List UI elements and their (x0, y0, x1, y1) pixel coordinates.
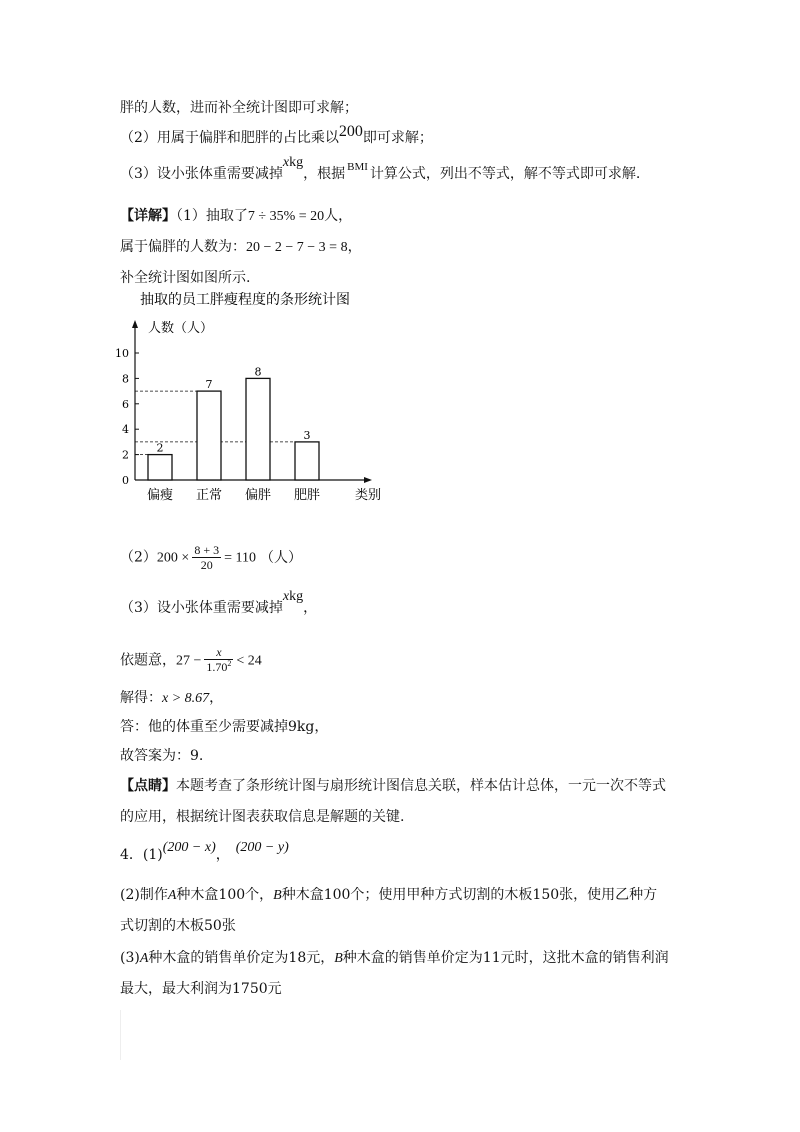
fraction-numerator: 8 + 3 (194, 543, 220, 557)
text-fragment: 种木盒的销售单价定为11元时，这批木盒的销售利润 (342, 950, 669, 966)
text-fragment: 本题考查了条形统计图与扇形统计图信息关联，样本估计总体，一元一次不等式 (176, 778, 666, 794)
math-variable: x (282, 589, 290, 604)
text-fragment: ， (347, 239, 362, 255)
text-line: 答：他的体重至少需要减掉9kg， (120, 719, 329, 735)
text-fragment: 即可求解； (362, 130, 433, 146)
text-line (120, 776, 666, 796)
text-line (120, 123, 433, 148)
text-fragment: （2） (120, 549, 157, 566)
bar-data-label: 3 (303, 428, 311, 442)
bar (246, 378, 270, 480)
text-fragment: 属于偏胖的人数为： (120, 239, 246, 255)
math-expression: (200 − x) (162, 840, 216, 855)
fraction-denominator: 20 (200, 558, 213, 572)
math-expression: x > 8.67 (162, 691, 210, 706)
math-variable: A (139, 951, 149, 966)
text-fragment: 计算公式，列出不等式，解不等式即可求解. (369, 166, 641, 182)
text-fragment: （3）设小张体重需要减掉 (120, 600, 283, 616)
text-line: 胖的人数，进而补全统计图即可求解； (120, 100, 358, 116)
text-fragment: (3) (120, 950, 140, 966)
bar-data-label: 8 (254, 365, 262, 379)
text-fragment: （1）抽取了 (176, 208, 248, 224)
text-line: 最大，最大利润为1750元 (120, 981, 282, 997)
math-fraction (192, 543, 221, 572)
bar (197, 391, 221, 480)
text-line (120, 206, 352, 227)
text-line (120, 840, 289, 866)
y-axis-label: 人数（人） (148, 321, 214, 336)
math-unit: kg (289, 155, 304, 170)
x-tick-label: 偏瘦 (146, 488, 174, 503)
text-line: 式切割的木板50张 (120, 918, 236, 934)
math-variable: x (282, 155, 290, 170)
text-fragment: 种木盒100个；使用甲种方式切割的木板150张，使用乙种方 (281, 887, 658, 903)
bar-data-label: 2 (156, 441, 164, 455)
math-expression: 27 − (176, 653, 202, 669)
math-fraction (204, 645, 233, 676)
text-line (120, 589, 318, 619)
math-expression: = 110 (224, 550, 256, 566)
chart-title: 抽取的员工胖瘦程度的条形统计图 (140, 292, 350, 308)
text-line: 故答案为：9. (120, 748, 204, 764)
text-line (120, 237, 362, 258)
text-line (120, 948, 669, 969)
y-tick-label: 0 (122, 474, 129, 487)
text-fragment: 人， (324, 208, 353, 224)
x-tick-label: 正常 (195, 488, 223, 503)
denominator-exponent: 2 (227, 659, 232, 668)
math-expression: 200 × (156, 550, 190, 566)
text-line (120, 543, 302, 572)
text-fragment: ， (209, 690, 224, 706)
y-tick-label: 8 (122, 372, 129, 386)
math-expression: (200 − y) (235, 840, 289, 855)
bar (148, 455, 172, 480)
y-tick-label: 4 (122, 423, 129, 437)
math-expression: < 24 (236, 653, 262, 669)
bar-chart (110, 290, 400, 505)
x-tick-label: 肥胖 (293, 488, 321, 503)
math-variable: B (273, 888, 282, 903)
math-abbr: BMI (347, 161, 368, 173)
text-line (120, 645, 262, 676)
math-expression: 7 ÷ 35% = 20 (247, 209, 325, 224)
text-line (120, 688, 223, 709)
bar-data-label: 7 (205, 378, 213, 392)
text-line (120, 155, 641, 185)
text-line (120, 885, 657, 906)
text-fragment: （2）用属于偏胖和肥胖的占比乘以 (120, 130, 339, 146)
text-fragment: 依题意， (120, 652, 176, 669)
section-heading: 【点睛】 (120, 778, 176, 794)
text-fragment: 解得： (120, 690, 162, 706)
text-fragment: （3）设小张体重需要减掉 (120, 166, 283, 182)
text-fragment: （人） (260, 549, 302, 566)
text-fragment: (2)制作 (120, 887, 168, 903)
page-margin-line (120, 1010, 121, 1060)
text-fragment: 种木盒的销售单价定为18元， (148, 950, 335, 966)
section-heading: 【详解】 (120, 208, 176, 224)
x-axis-label: 类别 (355, 488, 382, 503)
text-fragment: ，根据 (303, 166, 346, 182)
math-variable: A (167, 888, 177, 903)
y-tick-label: 2 (122, 448, 129, 462)
text-fragment: ， (303, 600, 318, 616)
y-tick-label: 10 (115, 347, 129, 360)
math-variable: B (334, 951, 343, 966)
math-unit: kg (289, 589, 304, 604)
fraction-numerator: x (204, 645, 233, 660)
x-axis-arrow (364, 477, 372, 483)
text-fragment: ， (215, 847, 230, 863)
text-line: 补全统计图如图所示. (120, 270, 251, 286)
y-tick-label: 6 (122, 397, 129, 411)
x-tick-label: 偏胖 (244, 488, 272, 503)
question-number: 4．(1) (120, 847, 163, 863)
math-number: 200 (338, 123, 363, 140)
y-axis-arrow (132, 320, 138, 328)
bar (295, 442, 319, 480)
denominator-base: 1.70 (206, 660, 228, 674)
math-expression: 20 − 2 − 7 − 3 = 8 (246, 240, 348, 255)
fraction-denominator (204, 660, 233, 676)
text-fragment: 种木盒100个， (176, 887, 274, 903)
text-line: 的应用，根据统计图表获取信息是解题的关键. (120, 809, 405, 825)
